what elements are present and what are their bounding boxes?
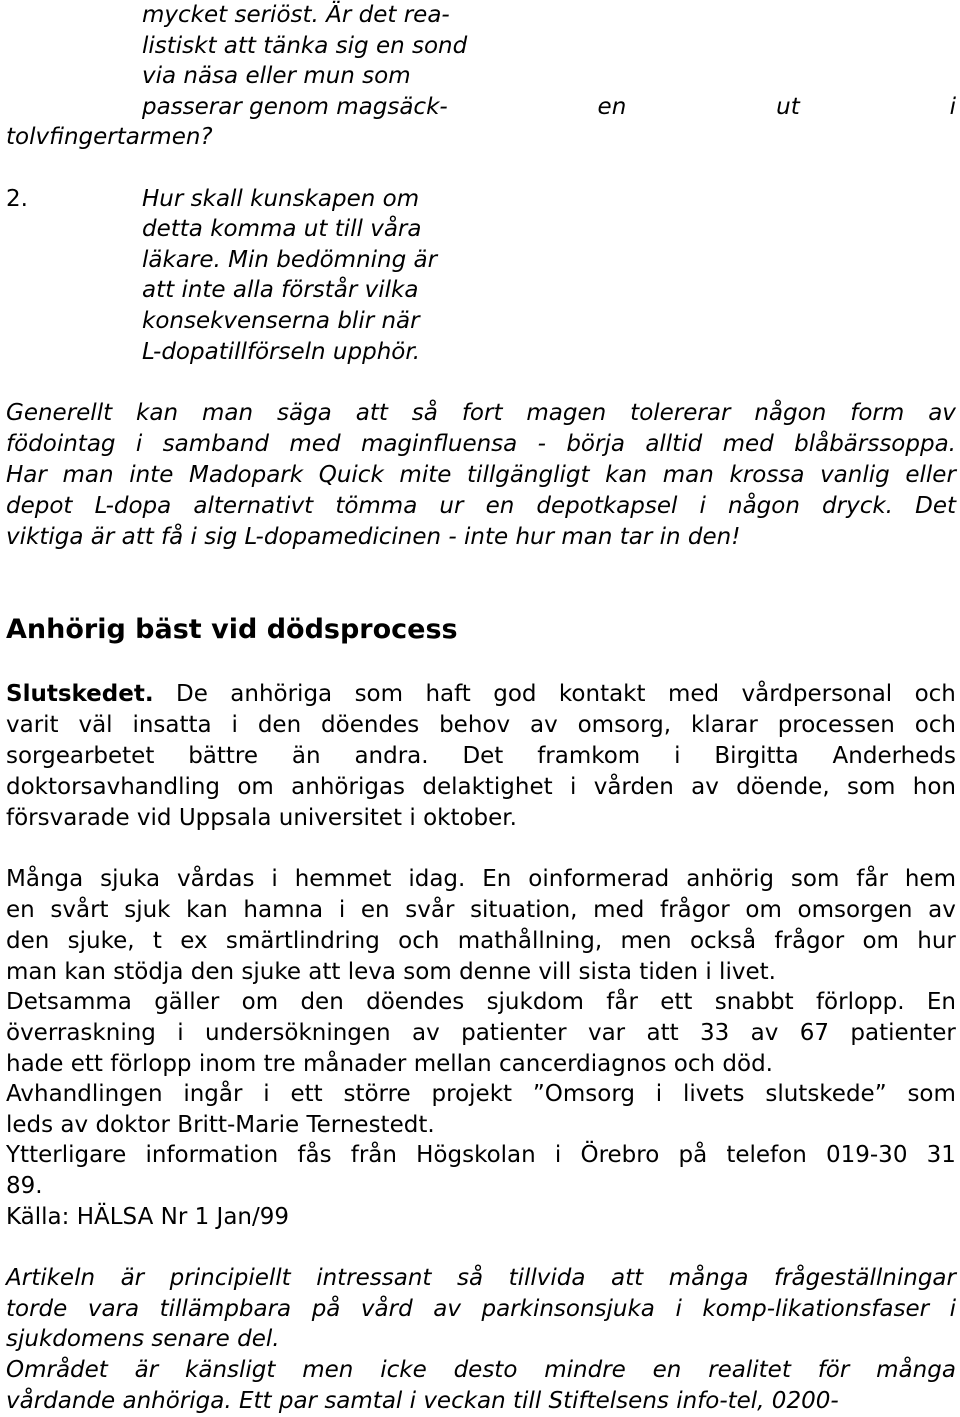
word: som (354, 681, 404, 707)
word: 33 (700, 1020, 730, 1046)
word: som (907, 1081, 956, 1107)
word: gäller (154, 989, 220, 1015)
word: med (289, 431, 341, 457)
word: 019-30 (825, 1142, 908, 1168)
word: ur (439, 493, 464, 519)
word: telefon (726, 1142, 807, 1168)
word: sjuke, (67, 928, 135, 954)
word: med (667, 681, 720, 707)
paragraph-line (6, 741, 956, 772)
word: parkinsonsjuka (481, 1296, 655, 1322)
word: realitet (708, 1357, 791, 1383)
word: Detsamma (6, 989, 132, 1015)
word: alternativt (193, 493, 314, 519)
list-item-2-line: Hur skall kunskapen om (142, 186, 420, 212)
word: den (6, 928, 50, 954)
paragraph-line (6, 1140, 956, 1171)
word: snabbt (714, 989, 794, 1015)
word: torde (6, 1296, 68, 1322)
word: sjuka (100, 866, 161, 892)
word: med (593, 897, 645, 923)
word: anhörig (686, 866, 774, 892)
list-item-1-line: mycket seriöst. Är det rea- (142, 2, 450, 28)
word: smärtlindring (225, 928, 380, 954)
word: tillgängligt (467, 462, 590, 488)
word: ex (180, 928, 208, 954)
word: av (412, 1020, 440, 1046)
word: ett (290, 1081, 323, 1107)
word: - (537, 431, 546, 457)
word: och (398, 928, 440, 954)
word: var (587, 1020, 626, 1046)
word: i (554, 1142, 562, 1168)
word: En (926, 989, 956, 1015)
word: fås (297, 1142, 332, 1168)
word: anhörigas (291, 774, 406, 800)
word: komp-likationsfaser (702, 1296, 930, 1322)
word: får (606, 989, 638, 1015)
word: i (569, 774, 577, 800)
word: hamna (243, 897, 324, 923)
source-citation: Källa: HÄLSA Nr 1 Jan/99 (6, 1204, 290, 1230)
word: säga (277, 400, 332, 426)
word: en (597, 94, 627, 120)
word: i (655, 1081, 663, 1107)
word: mathållning, (457, 928, 603, 954)
word: många (876, 1357, 956, 1383)
word: inte (129, 462, 174, 488)
word: man (62, 462, 114, 488)
paragraph-line: man kan stödja den sjuke att leva som denne vill sista tiden i livet. (6, 959, 776, 985)
word: väl (78, 712, 113, 738)
word: får (856, 866, 888, 892)
list-item-1-line: listiskt att tänka sig en sond (142, 33, 468, 59)
word: större (343, 1081, 411, 1107)
word: oinformerad (528, 866, 670, 892)
paragraph-line: leds av doktor Britt-Marie Ternestedt. (6, 1112, 435, 1138)
word: tömma (335, 493, 418, 519)
word: vårdpersonal (741, 681, 893, 707)
paragraph-line (6, 895, 956, 926)
word: klarar (690, 712, 758, 738)
word: maginfluensa (360, 431, 518, 457)
word: av (433, 1296, 461, 1322)
word: Har (6, 462, 47, 488)
paragraph-line (6, 864, 956, 895)
word: men (620, 928, 672, 954)
word: i (338, 897, 346, 923)
word: intressant (316, 1265, 432, 1291)
word: av (928, 897, 956, 923)
word: frågor (659, 897, 730, 923)
word: en (6, 897, 35, 923)
word: vara (87, 1296, 140, 1322)
word: desto (453, 1357, 518, 1383)
word: idag. (408, 866, 466, 892)
word: framkom (537, 743, 641, 769)
word: förlopp. (815, 989, 905, 1015)
paragraph-line: sjukdomens senare del. (6, 1326, 280, 1352)
word: svår (405, 897, 455, 923)
word: på (678, 1142, 708, 1168)
word: börja (566, 431, 625, 457)
word: och (914, 712, 956, 738)
list-item-1-justified-line (142, 92, 956, 123)
word: En (482, 866, 512, 892)
word: patienter (850, 1020, 956, 1046)
word: Örebro (580, 1142, 660, 1168)
paragraph-line (6, 460, 956, 491)
list-item-2-line: detta komma ut till våra (142, 216, 422, 242)
word: mite (399, 462, 452, 488)
word: så (456, 1265, 484, 1291)
word: man (662, 462, 714, 488)
word: på (311, 1296, 341, 1322)
word: varit (6, 712, 59, 738)
word: att (355, 400, 388, 426)
word: hemmet (294, 866, 392, 892)
paragraph-lead: Slutskedet. (6, 681, 154, 707)
word: slutskede” (765, 1081, 887, 1107)
paragraph-line: vårdande anhöriga. Ett par samtal i veckan till Stiftelsens info-tel, 0200- (6, 1388, 839, 1414)
word: tolererar (630, 400, 731, 426)
word: delaktighet (422, 774, 553, 800)
word: än (291, 743, 321, 769)
word: en (485, 493, 515, 519)
word: 31 (926, 1142, 956, 1168)
paragraph-line (6, 772, 956, 803)
paragraph-line (6, 429, 956, 460)
word: i (135, 431, 143, 457)
word: i (675, 1296, 682, 1322)
word: känsligt (185, 1357, 276, 1383)
word: sjukdom (486, 989, 584, 1015)
word: om (745, 897, 782, 923)
paragraph-line (6, 1263, 956, 1294)
word: insatta (132, 712, 212, 738)
word: av (928, 400, 956, 426)
word: med (722, 431, 774, 457)
word: och (914, 681, 956, 707)
word: 67 (799, 1020, 830, 1046)
word: någon (754, 400, 827, 426)
word: vårdas (177, 866, 255, 892)
word: Madopark (189, 462, 304, 488)
word: krossa (729, 462, 805, 488)
list-item-1-line: tolvfingertarmen? (6, 124, 213, 150)
word: men (302, 1357, 354, 1383)
list-item-2-line: läkare. Min bedömning är (142, 247, 438, 273)
word: Quick (318, 462, 384, 488)
word: den (300, 989, 344, 1015)
word: av (750, 1020, 779, 1046)
paragraph-line: viktiga är att få i sig L-dopamedicinen - inte hur man tar in den! (6, 524, 741, 550)
word: ingår (183, 1081, 243, 1107)
word: omsorgen (797, 897, 913, 923)
paragraph-line (6, 987, 956, 1018)
word: döendes (321, 712, 420, 738)
word: depotkapsel (536, 493, 678, 519)
list-item-2-line: att inte alla förstår vilka (142, 277, 419, 303)
word: hem (904, 866, 956, 892)
word: om (862, 928, 899, 954)
word: god (493, 681, 537, 707)
word: blåbärssoppa. (794, 431, 956, 457)
word: magen (526, 400, 607, 426)
word: man (201, 400, 254, 426)
word: döende, (736, 774, 830, 800)
word: vården (593, 774, 674, 800)
word: bättre (188, 743, 259, 769)
word: i (949, 94, 956, 120)
paragraph-line (6, 491, 956, 522)
list-item-1-line: via näsa eller mun som (142, 63, 411, 89)
word: information (145, 1142, 279, 1168)
word: samband (162, 431, 270, 457)
paragraph-line: hade ett förlopp inom tre månader mellan cancerdiagnos och död. (6, 1051, 773, 1077)
word: i (699, 493, 706, 519)
list-number: 2. (6, 186, 28, 212)
word: livets (683, 1081, 745, 1107)
word: Avhandlingen (6, 1081, 163, 1107)
word: vård (360, 1296, 413, 1322)
word: Artikeln (6, 1265, 96, 1291)
word: en (360, 897, 390, 923)
word: kan (605, 462, 648, 488)
word: hur (917, 928, 956, 954)
word: i (271, 866, 278, 892)
word: kan (186, 897, 228, 923)
word: passerar genom magsäck- (142, 94, 448, 120)
word: är (134, 1357, 159, 1383)
word: Generellt (6, 400, 113, 426)
word: fort (461, 400, 503, 426)
word: för (817, 1357, 850, 1383)
word: omsorg, (577, 712, 672, 738)
paragraph-line: 89. (6, 1173, 43, 1199)
word: i (949, 1296, 956, 1322)
word: Det (915, 493, 956, 519)
word: också (689, 928, 757, 954)
word: är (120, 1265, 145, 1291)
paragraph-line (6, 398, 956, 429)
word: sjuk (124, 897, 171, 923)
word: i (231, 712, 238, 738)
word: Området (6, 1357, 108, 1383)
word: Birgitta (714, 743, 799, 769)
word: någon (728, 493, 800, 519)
word: projekt (431, 1081, 513, 1107)
word: dryck. (822, 493, 893, 519)
word: eller (905, 462, 956, 488)
word: födointag (6, 431, 116, 457)
word: depot (6, 493, 73, 519)
word: från (350, 1142, 397, 1168)
word: processen (777, 712, 895, 738)
word: principiellt (169, 1265, 291, 1291)
paragraph-line (6, 1294, 956, 1325)
word: svårt (50, 897, 109, 923)
paragraph-line (6, 1355, 956, 1386)
word: att (611, 1265, 644, 1291)
word: doktorsavhandling (6, 774, 221, 800)
word: som (790, 866, 840, 892)
paragraph-line: försvarade vid Uppsala universitet i oktober. (6, 805, 517, 831)
word: tillvida (508, 1265, 586, 1291)
word: andra. (354, 743, 429, 769)
word: som (846, 774, 896, 800)
word: Anderheds (832, 743, 956, 769)
word: Högskolan (416, 1142, 536, 1168)
word: Ytterligare (6, 1142, 127, 1168)
word: många (668, 1265, 749, 1291)
list-item-2-line: L-dopatillförseln upphör. (142, 339, 420, 365)
word: hon (912, 774, 956, 800)
word: i (177, 1020, 184, 1046)
word: kontakt (558, 681, 646, 707)
paragraph-line (6, 926, 956, 957)
word: om (241, 989, 279, 1015)
word: icke (380, 1357, 427, 1383)
word: De (176, 681, 208, 707)
word: situation, (470, 897, 578, 923)
word: så (411, 400, 438, 426)
word: ett (660, 989, 693, 1015)
section-heading: Anhörig bäst vid dödsprocess (6, 614, 458, 645)
word: ut (776, 94, 800, 120)
word: ”Omsorg (532, 1081, 635, 1107)
word: överraskning (6, 1020, 156, 1046)
word: den (257, 712, 302, 738)
word: alltid (645, 431, 703, 457)
word: frågeställningar (774, 1265, 956, 1291)
word: tillämpbara (159, 1296, 292, 1322)
word: sorgearbetet (6, 743, 155, 769)
word: Många (6, 866, 84, 892)
word: anhöriga (230, 681, 333, 707)
word: av (529, 712, 558, 738)
word: av (691, 774, 719, 800)
word: i (674, 743, 681, 769)
word: patienter (461, 1020, 567, 1046)
word: kan (136, 400, 179, 426)
paragraph-line (6, 1079, 956, 1110)
word: att (646, 1020, 679, 1046)
word: Det (462, 743, 504, 769)
word: L-dopa (94, 493, 172, 519)
word: i (263, 1081, 270, 1107)
paragraph-line (6, 679, 956, 710)
word: undersökningen (205, 1020, 391, 1046)
word: vanlig (820, 462, 890, 488)
word: döendes (366, 989, 465, 1015)
paragraph-line (6, 710, 956, 741)
word: behov (439, 712, 511, 738)
word: om (237, 774, 274, 800)
word: form (850, 400, 905, 426)
paragraph-line (6, 1018, 956, 1049)
word: haft (425, 681, 471, 707)
list-item-2-line: konsekvenserna blir när (142, 308, 420, 334)
word: mindre (544, 1357, 626, 1383)
word: en (652, 1357, 682, 1383)
word: t (152, 928, 162, 954)
word: frågor (774, 928, 845, 954)
